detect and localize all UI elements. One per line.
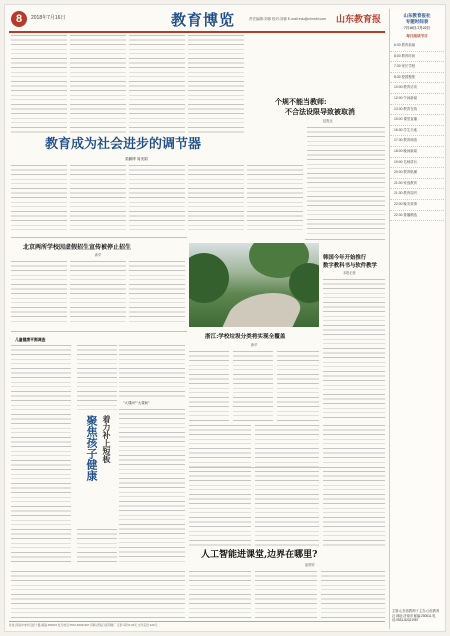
beijing-headline: 北京两所学校因虚假招生宣传被停止招生 <box>23 244 132 251</box>
section-title: 教育博览 <box>171 11 236 29</box>
text-block <box>233 351 273 421</box>
teacher-headline-1: 个规不能当教师: <box>275 97 327 106</box>
text-block <box>70 165 126 233</box>
text-block <box>307 127 385 237</box>
text-block <box>255 571 317 619</box>
teacher-tag-wrap <box>251 89 311 97</box>
text-block <box>255 425 319 549</box>
page-footer: 社址:济南市市中区经十路 邮编:250001 发行电话:0531-82021967 印刷:济南日报印刷厂 定价:每份1.00元 全年定价:120元 <box>9 621 385 628</box>
text-block <box>189 425 251 549</box>
text-block <box>323 425 385 465</box>
newspaper-page <box>4 4 446 632</box>
sidebar-item: 15:00 课堂直播 <box>390 115 444 126</box>
sidebar-item: 6:00 教育新闻 <box>390 41 444 52</box>
sidebar-list <box>390 41 444 221</box>
sidebar-item: 16:30 学生天地 <box>390 126 444 137</box>
issue-date: 2018年7月16日 <box>31 15 66 21</box>
text-block <box>11 345 71 565</box>
zhejiang-headline: 浙江:学校垃圾分类将实现全覆盖 <box>205 334 286 340</box>
focus-headline-2: 着力补上短板 <box>102 415 112 463</box>
sidebar-footer: 主管:山东省教育厅 主办:山东教育社 地址:济南市 邮编:250011 电话:0531-82021967 <box>392 609 440 623</box>
korea-byline: 本报记者 <box>343 271 356 275</box>
editor-info: 责任编辑:刘蓉 校对:刘蓉 E-mail:edu@zhnnbl.com <box>249 17 327 21</box>
main-article-byline: 梁鹏博 周美娟 <box>125 157 148 161</box>
sidebar-item: 17:30 教育调查 <box>390 136 444 147</box>
teacher-headline-2: 不合法设限导致被取消 <box>285 107 355 116</box>
text-block <box>189 351 229 421</box>
ai-byline: 崔婷婷 <box>305 563 315 567</box>
korea-headline-1: 韩国今年开始推行 <box>323 255 367 261</box>
sidebar-item: 19:00 名师讲坛 <box>390 158 444 169</box>
sidebar-item: 8:00 教育时间 <box>390 52 444 63</box>
ai-headline: 人工智能进课堂,边界在哪里? <box>201 550 318 560</box>
text-block <box>119 345 185 397</box>
focus-side-title: 儿童健康平衡调查 <box>15 337 46 342</box>
campus-photo <box>189 243 319 327</box>
text-block <box>321 571 385 619</box>
sidebar-item: 12:00 午间新闻 <box>390 94 444 105</box>
page-number: 8 <box>11 11 27 27</box>
text-block <box>189 571 251 619</box>
sidebar-item: 13:30 教育在线 <box>390 105 444 116</box>
focus-sub: "大课间""大课间" <box>123 401 150 405</box>
beijing-source: 新华 <box>95 253 102 257</box>
text-block <box>277 351 319 421</box>
korea-headline-2: 数字教科书与软件教学 <box>323 263 377 269</box>
sidebar-item: 21:00 家庭教育 <box>390 179 444 190</box>
divider <box>11 237 187 238</box>
sidebar-item: 10:00 教育访谈 <box>390 83 444 94</box>
text-block <box>70 261 126 325</box>
sidebar-item: 21:30 教育周刊 <box>390 189 444 200</box>
text-block <box>188 35 244 135</box>
text-block <box>323 279 385 419</box>
korea-tag-wrap <box>311 245 371 253</box>
text-block <box>188 165 244 233</box>
schedule-sidebar <box>389 9 444 629</box>
text-block <box>11 571 185 619</box>
text-block <box>129 261 185 325</box>
divider <box>11 331 187 332</box>
text-block <box>129 35 185 135</box>
text-block <box>247 165 303 233</box>
text-block <box>77 345 117 411</box>
sidebar-item: 22:00 晚安故事 <box>390 200 444 211</box>
main-article-headline: 教育成为社会进步的调节器 <box>45 137 202 152</box>
sidebar-title-1: 山东教育报社 <box>403 13 431 18</box>
sidebar-label: 每日阅读节目 <box>406 34 428 38</box>
text-block <box>11 261 67 325</box>
sidebar-item: 8:30 校园聚焦 <box>390 73 444 84</box>
sidebar-item: 20:00 教育纵横 <box>390 168 444 179</box>
sidebar-date-range: 7月16日-7月22日 <box>403 26 430 30</box>
sidebar-item: 18:00 晚间新闻 <box>390 147 444 158</box>
divider <box>305 239 385 240</box>
text-block <box>11 165 67 233</box>
garden-path <box>220 293 309 327</box>
text-block <box>70 35 126 135</box>
newspaper-name: 山东教育报 <box>335 15 381 25</box>
text-block <box>11 35 67 135</box>
zhejiang-source: 新华 <box>251 343 258 347</box>
text-block <box>129 165 185 233</box>
page-header <box>9 9 385 33</box>
main-article-tag <box>45 126 105 134</box>
tree-shape <box>189 253 229 303</box>
text-block <box>77 529 117 565</box>
sidebar-item: 22:30 重播精选 <box>390 211 444 222</box>
text-block <box>323 471 385 547</box>
divider <box>189 467 385 468</box>
text-block <box>119 409 185 565</box>
teacher-byline: 赵胜达 <box>323 119 333 123</box>
sidebar-item: 7:30 家长学校 <box>390 62 444 73</box>
sidebar-title-2: 专题时间表 <box>405 19 429 24</box>
focus-headline-1: 聚焦孩子健康 <box>85 415 98 481</box>
